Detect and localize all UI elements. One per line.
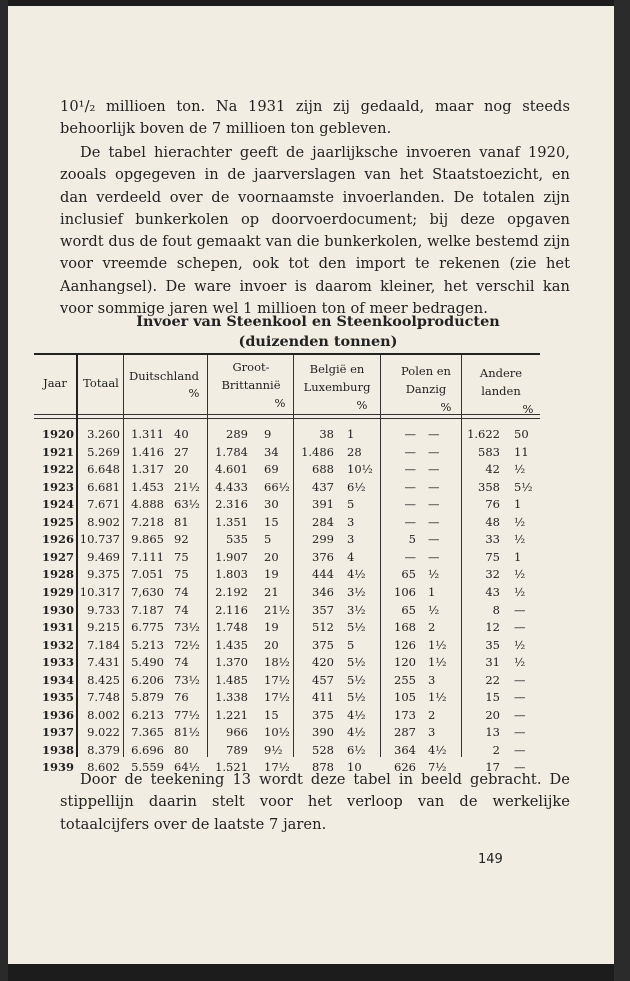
cell-duitschland: 1.416 (131, 444, 164, 459)
header-duitschland: Duitschland (129, 369, 199, 383)
cell-andere-pct: 50 (514, 427, 529, 441)
cell-belgie: 457 (312, 672, 334, 687)
cell-belgie: 375 (312, 707, 334, 722)
cell-duitschland: 1.311 (131, 427, 164, 441)
cell-polen: 65 (401, 602, 416, 617)
cell-andere: 43 (485, 584, 500, 599)
cell-polen-pct: — (428, 427, 440, 441)
cell-duitschland-pct: 20 (174, 462, 189, 477)
cell-belgie-pct: 3 (347, 514, 355, 529)
cell-polen-pct: 4½ (428, 742, 447, 757)
scan-edge-right (614, 0, 630, 981)
cell-duitschland: 1.317 (131, 462, 164, 477)
cell-andere: 13 (485, 725, 500, 740)
cell-duitschland-pct: 77½ (174, 707, 200, 722)
book-page (8, 6, 614, 964)
cell-gb-pct: 9½ (264, 742, 283, 757)
cell-duitschland-pct: 63½ (174, 497, 200, 512)
cell-totaal: 3.260 (87, 427, 120, 441)
cell-andere: 32 (485, 567, 500, 582)
cell-belgie-pct: 4½ (347, 725, 366, 740)
cell-jaar: 1937 (41, 725, 74, 740)
cell-belgie: 411 (312, 690, 334, 705)
cell-andere: 358 (478, 479, 500, 494)
cell-duitschland: 5.490 (131, 655, 164, 670)
cell-duitschland-pct: 74 (174, 655, 189, 670)
cell-belgie: 878 (312, 760, 334, 775)
cell-andere: 17 (485, 760, 500, 775)
cell-duitschland: 7.051 (131, 567, 164, 582)
cell-andere-pct: ½ (514, 532, 526, 547)
cell-belgie: 420 (312, 655, 334, 670)
cell-belgie: 375 (312, 637, 334, 652)
cell-gb: 2.116 (215, 602, 248, 617)
table-title: Invoer van Steenkool en Steenkoolproducten (136, 313, 500, 330)
cell-andere: 15 (485, 690, 500, 705)
cell-belgie: 444 (312, 567, 334, 582)
cell-jaar: 1932 (41, 637, 74, 652)
cell-belgie-pct: 10 (347, 760, 362, 775)
cell-belgie: 346 (312, 584, 334, 599)
cell-andere-pct: ½ (514, 637, 526, 652)
vrule-belgie (380, 355, 381, 757)
cell-polen-pct: 3 (428, 672, 436, 687)
header-jaar: Jaar (43, 376, 67, 390)
cell-polen: 126 (394, 637, 416, 652)
cell-belgie-pct: 5 (347, 497, 355, 512)
cell-totaal: 5.269 (87, 444, 120, 459)
cell-belgie-pct: 3 (347, 532, 355, 547)
cell-jaar: 1930 (41, 602, 74, 617)
cell-andere-pct: — (514, 602, 526, 617)
cell-belgie-pct: 4½ (347, 567, 366, 582)
cell-polen-pct: ½ (428, 602, 440, 617)
cell-totaal: 8.602 (87, 760, 120, 775)
cell-belgie: 688 (312, 462, 334, 477)
cell-polen: — (404, 444, 416, 459)
cell-polen: 255 (394, 672, 416, 687)
header-belgie-pct: % (356, 398, 368, 412)
cell-polen: 173 (394, 707, 416, 722)
cell-jaar: 1936 (41, 707, 74, 722)
cell-duitschland: 6.775 (131, 620, 164, 635)
cell-polen-pct: — (428, 514, 440, 529)
cell-gb-pct: 15 (264, 514, 279, 529)
cell-belgie-pct: 5 (347, 637, 355, 652)
cell-polen: 287 (394, 725, 416, 740)
cell-andere-pct: ½ (514, 584, 526, 599)
paragraph-table-description (60, 142, 570, 320)
cell-jaar: 1931 (41, 620, 74, 635)
cell-jaar: 1928 (41, 567, 74, 582)
paragraph-closing-text: Door de teekening 13 wordt deze tabel in beeld gebracht. De stippellijn daarin stelt voor het verloop van de werkelijke totaalcijfers over de laatste 7 jaren. (60, 771, 570, 833)
cell-polen: 364 (394, 742, 416, 757)
cell-jaar: 1939 (41, 760, 74, 775)
cell-andere: 76 (485, 497, 500, 512)
cell-belgie-pct: 4 (347, 549, 355, 564)
cell-polen-pct: — (428, 462, 440, 477)
cell-andere-pct: 5½ (514, 479, 533, 494)
cell-andere: 75 (485, 549, 500, 564)
cell-jaar: 1934 (41, 672, 74, 687)
cell-duitschland: 6.213 (131, 707, 164, 722)
cell-belgie-pct: 28 (347, 444, 362, 459)
cell-gb: 2.316 (215, 497, 248, 512)
cell-gb-pct: 17½ (264, 672, 290, 687)
vrule-gb (293, 355, 294, 757)
cell-andere-pct: — (514, 620, 526, 635)
cell-andere-pct: ½ (514, 655, 526, 670)
cell-duitschland-pct: 76 (174, 690, 189, 705)
cell-jaar: 1923 (41, 479, 74, 494)
table-header-rule (34, 414, 540, 415)
cell-belgie: 437 (312, 479, 334, 494)
cell-gb-pct: 9 (264, 427, 272, 441)
cell-gb: 789 (226, 742, 248, 757)
cell-gb: 1.485 (215, 672, 248, 687)
cell-duitschland: 5.213 (131, 637, 164, 652)
cell-belgie-pct: 5½ (347, 620, 366, 635)
cell-belgie-pct: 5½ (347, 690, 366, 705)
header-andere-pct: % (522, 402, 534, 416)
cell-gb: 2.192 (215, 584, 248, 599)
cell-totaal: 9.375 (87, 567, 120, 582)
cell-gb: 1.221 (215, 707, 248, 722)
cell-polen-pct: 7½ (428, 760, 447, 775)
cell-duitschland-pct: 75 (174, 567, 189, 582)
cell-andere-pct: — (514, 707, 526, 722)
cell-gb-pct: 17½ (264, 690, 290, 705)
vrule-totaal (123, 355, 124, 757)
cell-duitschland-pct: 75 (174, 549, 189, 564)
cell-jaar: 1925 (41, 514, 74, 529)
cell-polen: — (404, 479, 416, 494)
cell-andere: 33 (485, 532, 500, 547)
cell-gb-pct: 34 (264, 444, 279, 459)
cell-andere-pct: 1 (514, 549, 522, 564)
cell-duitschland: 5.879 (131, 690, 164, 705)
cell-polen-pct: — (428, 497, 440, 512)
cell-belgie-pct: 4½ (347, 707, 366, 722)
cell-andere: 12 (485, 620, 500, 635)
cell-polen: 105 (394, 690, 416, 705)
cell-polen-pct: 1½ (428, 655, 447, 670)
paragraph-table-description-text: De tabel hierachter geeft de jaarlijksche invoeren vanaf 1920, zooals opgegeven in de jaarverslagen van het Staatstoezicht, en dan verdeeld over de voornaamste invoerlanden. De totalen zijn inclusief bunkerkolen op doorvoerdocument; bij deze opgaven wordt dus de fout gemaakt van die bunkerkolen, welke bestemd zijn voor vreemde schepen, ook tot den import te rekenen (zie het Aanhangsel). De ware invoer is daarom kleiner, het verschil kan voor sommige jaren wel 1 millioen ton of meer bedragen. (60, 144, 570, 318)
vrule-duitschland (207, 355, 208, 757)
cell-jaar: 1935 (41, 690, 74, 705)
cell-gb: 1.338 (215, 690, 248, 705)
cell-duitschland-pct: 74 (174, 584, 189, 599)
cell-polen: — (404, 549, 416, 564)
cell-duitschland: 7.111 (131, 549, 164, 564)
cell-duitschland: 7.187 (131, 602, 164, 617)
cell-totaal: 6.648 (87, 462, 120, 477)
cell-polen-pct: 3 (428, 725, 436, 740)
cell-totaal: 9.469 (87, 549, 120, 564)
header-gb-pct: % (274, 396, 286, 410)
cell-totaal: 6.681 (87, 479, 120, 494)
cell-gb-pct: 30 (264, 497, 279, 512)
cell-polen: 5 (408, 532, 416, 547)
paragraph-intro: 10¹/₂ millioen ton. Na 1931 zijn zij gedaald, maar nog steeds behoorlijk boven de 7 millioen ton gebleven. (60, 98, 570, 138)
cell-andere-pct: 1 (514, 497, 522, 512)
cell-gb-pct: 10½ (264, 725, 290, 740)
cell-duitschland-pct: 27 (174, 444, 189, 459)
cell-gb: 4.433 (215, 479, 248, 494)
cell-belgie-pct: 10½ (347, 462, 373, 477)
header-belgie-line2: Luxemburg (303, 380, 371, 394)
header-andere-line2: landen (481, 384, 521, 398)
cell-gb-pct: 66½ (264, 479, 290, 494)
cell-andere: 35 (485, 637, 500, 652)
cell-andere-pct: ½ (514, 462, 526, 477)
cell-belgie-pct: 6½ (347, 742, 366, 757)
cell-gb: 1.907 (215, 549, 248, 564)
cell-belgie-pct: 6½ (347, 479, 366, 494)
cell-duitschland-pct: 21½ (174, 479, 200, 494)
cell-gb: 966 (226, 725, 248, 740)
cell-duitschland-pct: 40 (174, 427, 189, 441)
cell-duitschland-pct: 64½ (174, 760, 200, 775)
cell-gb: 1.803 (215, 567, 248, 582)
cell-andere: 20 (485, 707, 500, 722)
cell-polen-pct: 2 (428, 707, 436, 722)
cell-jaar: 1926 (41, 532, 74, 547)
cell-duitschland-pct: 73½ (174, 672, 200, 687)
cell-andere-pct: ½ (514, 514, 526, 529)
cell-gb: 1.748 (215, 620, 248, 635)
cell-andere-pct: ½ (514, 567, 526, 582)
cell-totaal: 7.671 (87, 497, 120, 512)
cell-belgie: 284 (312, 514, 334, 529)
cell-jaar: 1920 (41, 427, 74, 441)
cell-totaal: 10.737 (79, 532, 120, 547)
cell-totaal: 8.902 (87, 514, 120, 529)
cell-duitschland-pct: 73½ (174, 620, 200, 635)
header-gb-line1: Groot- (232, 360, 270, 374)
table-header-rule-double (34, 418, 540, 419)
cell-jaar: 1927 (41, 549, 74, 564)
cell-duitschland: 7.218 (131, 514, 164, 529)
cell-duitschland-pct: 81 (174, 514, 189, 529)
cell-andere: 31 (485, 655, 500, 670)
table-subtitle: (duizenden tonnen) (238, 333, 398, 350)
cell-duitschland: 1.453 (131, 479, 164, 494)
cell-polen: — (404, 514, 416, 529)
header-totaal: Totaal (83, 376, 119, 390)
paragraph-closing (60, 769, 570, 836)
cell-jaar: 1933 (41, 655, 74, 670)
cell-belgie: 299 (312, 532, 334, 547)
cell-jaar: 1938 (41, 742, 74, 757)
cell-duitschland-pct: 80 (174, 742, 189, 757)
cell-andere: 8 (492, 602, 500, 617)
cell-gb-pct: 20 (264, 637, 279, 652)
cell-duitschland: 4.888 (131, 497, 164, 512)
cell-polen: 65 (401, 567, 416, 582)
cell-totaal: 9.733 (87, 602, 120, 617)
cell-gb: 1.784 (215, 444, 248, 459)
header-polen-line1: Polen en (401, 364, 451, 378)
header-andere-line1: Andere (479, 366, 523, 380)
cell-polen: 626 (394, 760, 416, 775)
header-gb-line2: Brittannië (221, 378, 281, 392)
cell-andere: 583 (478, 444, 500, 459)
cell-jaar: 1924 (41, 497, 74, 512)
cell-belgie-pct: 1 (347, 427, 355, 441)
cell-gb: 4.601 (215, 462, 248, 477)
cell-polen: — (404, 497, 416, 512)
cell-polen-pct: 1½ (428, 690, 447, 705)
cell-totaal: 9.215 (87, 620, 120, 635)
cell-andere-pct: — (514, 690, 526, 705)
cell-andere: 1.622 (467, 427, 500, 441)
cell-duitschland: 5.559 (131, 760, 164, 775)
cell-duitschland-pct: 81½ (174, 725, 200, 740)
cell-jaar: 1922 (41, 462, 74, 477)
cell-totaal: 8.379 (87, 742, 120, 757)
cell-gb-pct: 15 (264, 707, 279, 722)
cell-totaal: 7.184 (87, 637, 120, 652)
cell-andere-pct: — (514, 725, 526, 740)
cell-polen-pct: — (428, 532, 440, 547)
cell-duitschland: 6.206 (131, 672, 164, 687)
cell-gb-pct: 21 (264, 584, 279, 599)
header-polen-pct: % (440, 400, 452, 414)
cell-belgie: 376 (312, 549, 334, 564)
cell-polen: 106 (394, 584, 416, 599)
table-top-rule (34, 353, 540, 355)
cell-totaal: 8.425 (87, 672, 120, 687)
cell-belgie: 391 (312, 497, 334, 512)
cell-andere: 2 (492, 742, 500, 757)
cell-gb: 1.351 (215, 514, 248, 529)
cell-duitschland: 7.365 (131, 725, 164, 740)
cell-gb: 289 (226, 427, 248, 441)
cell-gb-pct: 18½ (264, 655, 290, 670)
header-duitschland-pct: % (188, 386, 200, 400)
cell-andere: 42 (485, 462, 500, 477)
cell-belgie-pct: 5½ (347, 655, 366, 670)
cell-polen-pct: — (428, 444, 440, 459)
cell-andere: 48 (485, 514, 500, 529)
cell-andere-pct: 11 (514, 444, 529, 459)
cell-polen-pct: ½ (428, 567, 440, 582)
cell-duitschland: 7,630 (131, 584, 164, 599)
cell-gb: 1.521 (215, 760, 248, 775)
cell-gb-pct: 20 (264, 549, 279, 564)
cell-totaal: 7.431 (87, 655, 120, 670)
cell-totaal: 10.317 (79, 584, 120, 599)
cell-duitschland: 6.696 (131, 742, 164, 757)
cell-andere-pct: — (514, 672, 526, 687)
cell-totaal: 7.748 (87, 690, 120, 705)
cell-totaal: 9.022 (87, 725, 120, 740)
cell-gb-pct: 21½ (264, 602, 290, 617)
cell-belgie: 390 (312, 725, 334, 740)
cell-belgie-pct: 3½ (347, 602, 366, 617)
cell-polen: — (404, 427, 416, 441)
cell-gb-pct: 69 (264, 462, 279, 477)
cell-polen-pct: 1½ (428, 637, 447, 652)
cell-polen: 120 (394, 655, 416, 670)
cell-duitschland-pct: 92 (174, 532, 189, 547)
header-belgie-line1: België en (309, 362, 365, 376)
page-number: 149 (478, 852, 503, 867)
cell-gb: 1.435 (215, 637, 248, 652)
cell-belgie: 1.486 (301, 444, 334, 459)
cell-belgie-pct: 5½ (347, 672, 366, 687)
cell-jaar: 1929 (41, 584, 74, 599)
cell-polen-pct: 1 (428, 584, 436, 599)
cell-gb-pct: 17½ (264, 760, 290, 775)
cell-totaal: 8.002 (87, 707, 120, 722)
cell-gb-pct: 19 (264, 567, 279, 582)
cell-polen-pct: 2 (428, 620, 436, 635)
scan-edge-left (0, 0, 8, 981)
cell-andere-pct: — (514, 760, 526, 775)
cell-duitschland: 9.865 (131, 532, 164, 547)
cell-gb: 535 (226, 532, 248, 547)
cell-belgie: 512 (312, 620, 334, 635)
cell-gb: 1.370 (215, 655, 248, 670)
cell-gb-pct: 5 (264, 532, 272, 547)
cell-polen: 168 (394, 620, 416, 635)
cell-andere-pct: — (514, 742, 526, 757)
cell-belgie-pct: 3½ (347, 584, 366, 599)
cell-andere: 22 (485, 672, 500, 687)
cell-duitschland-pct: 74 (174, 602, 189, 617)
cell-jaar: 1921 (41, 444, 74, 459)
cell-belgie: 38 (319, 427, 334, 441)
cell-polen-pct: — (428, 549, 440, 564)
cell-belgie: 357 (312, 602, 334, 617)
cell-duitschland-pct: 72½ (174, 637, 200, 652)
header-polen-line2: Danzig (405, 382, 447, 396)
cell-polen-pct: — (428, 479, 440, 494)
cell-polen: — (404, 462, 416, 477)
cell-gb-pct: 19 (264, 620, 279, 635)
cell-belgie: 528 (312, 742, 334, 757)
